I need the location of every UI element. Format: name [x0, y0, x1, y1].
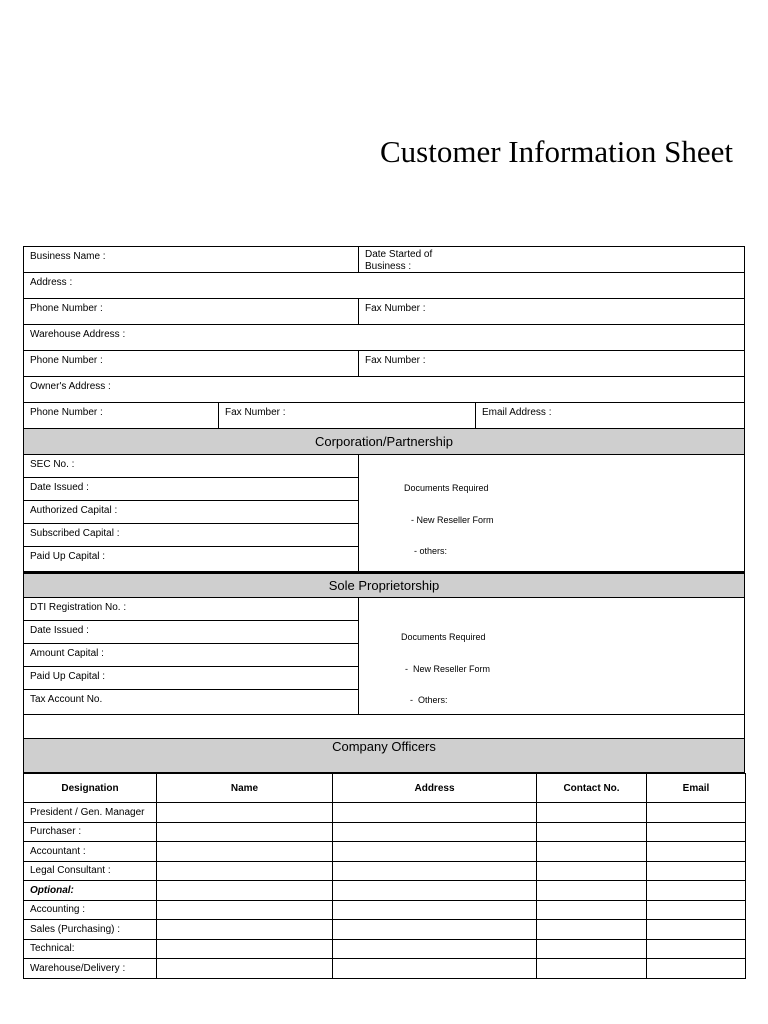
officers-header-row	[24, 774, 746, 803]
table-row	[24, 900, 746, 920]
business-row	[23, 246, 745, 273]
sole-documents	[401, 611, 490, 727]
table-row	[24, 842, 746, 862]
address-cell[interactable]	[333, 939, 537, 959]
sole-fields	[24, 598, 359, 714]
sole-date-issued-field[interactable]: Date Issued :	[24, 621, 358, 644]
business-name-field[interactable]: Business Name :	[30, 251, 106, 262]
email-cell[interactable]	[647, 861, 746, 881]
designation-cell: Accountant :	[24, 842, 157, 862]
customer-form	[23, 246, 745, 979]
contact-cell[interactable]	[537, 900, 647, 920]
address-field[interactable]: Address :	[30, 277, 73, 288]
address-cell[interactable]	[333, 959, 537, 979]
table-row	[24, 822, 746, 842]
table-row	[24, 959, 746, 979]
warehouse-row	[23, 325, 745, 351]
address-cell[interactable]	[333, 900, 537, 920]
date-started-field[interactable]	[358, 247, 744, 272]
name-cell[interactable]	[157, 881, 333, 901]
docs-item: - New Reseller Form	[411, 514, 494, 525]
corporation-documents	[404, 462, 494, 578]
docs-title: Documents Required	[401, 632, 486, 642]
subscribed-capital-field[interactable]: Subscribed Capital :	[24, 524, 358, 547]
name-cell[interactable]	[157, 939, 333, 959]
warehouse-phone-field[interactable]: Phone Number :	[30, 355, 103, 366]
sole-block	[23, 598, 745, 715]
contact-cell[interactable]	[537, 803, 647, 823]
address-cell[interactable]	[333, 881, 537, 901]
email-address-field[interactable]: Email Address :	[475, 403, 744, 428]
email-cell[interactable]	[647, 939, 746, 959]
owner-fax-field[interactable]: Fax Number :	[218, 403, 475, 428]
column-header: Name	[157, 774, 333, 803]
name-cell[interactable]	[157, 861, 333, 881]
phone-row-1	[23, 299, 745, 325]
table-row	[24, 881, 746, 901]
name-cell[interactable]	[157, 900, 333, 920]
email-cell[interactable]	[647, 881, 746, 901]
phone-row-2	[23, 351, 745, 377]
email-cell[interactable]	[647, 842, 746, 862]
designation-cell: Legal Consultant :	[24, 861, 157, 881]
officers-table	[23, 773, 746, 979]
designation-cell: Sales (Purchasing) :	[24, 920, 157, 940]
sole-proprietorship-heading: Sole Proprietorship	[23, 572, 745, 598]
docs-item: - New Reseller Form	[405, 663, 491, 674]
corporation-block	[23, 455, 745, 572]
contact-cell[interactable]	[537, 939, 647, 959]
name-cell[interactable]	[157, 822, 333, 842]
corp-paid-up-capital-field[interactable]: Paid Up Capital :	[30, 551, 106, 562]
address-cell[interactable]	[333, 803, 537, 823]
designation-cell: Purchaser :	[24, 822, 157, 842]
owner-phone-field[interactable]: Phone Number :	[30, 407, 103, 418]
column-header: Email	[647, 774, 746, 803]
email-cell[interactable]	[647, 900, 746, 920]
email-cell[interactable]	[647, 959, 746, 979]
contact-cell[interactable]	[537, 959, 647, 979]
designation-cell: Accounting :	[24, 900, 157, 920]
optional-label: Optional:	[24, 881, 157, 901]
blank-row	[23, 715, 745, 739]
contact-cell[interactable]	[537, 920, 647, 940]
contact-cell[interactable]	[537, 861, 647, 881]
amount-capital-field[interactable]: Amount Capital :	[24, 644, 358, 667]
table-row	[24, 803, 746, 823]
phone-number-field[interactable]: Phone Number :	[30, 303, 103, 314]
company-officers-heading: Company Officers	[23, 739, 745, 773]
authorized-capital-field[interactable]: Authorized Capital :	[24, 501, 358, 524]
column-header: Contact No.	[537, 774, 647, 803]
corporation-fields	[24, 455, 359, 571]
address-cell[interactable]	[333, 920, 537, 940]
address-row	[23, 273, 745, 299]
contact-cell[interactable]	[537, 842, 647, 862]
name-cell[interactable]	[157, 842, 333, 862]
docs-item: - Others:	[410, 695, 448, 705]
dti-registration-field[interactable]: DTI Registration No. :	[24, 598, 358, 621]
corporation-heading: Corporation/Partnership	[23, 429, 745, 455]
column-header: Address	[333, 774, 537, 803]
name-cell[interactable]	[157, 959, 333, 979]
name-cell[interactable]	[157, 803, 333, 823]
address-cell[interactable]	[333, 861, 537, 881]
fax-number-field[interactable]: Fax Number :	[358, 299, 744, 324]
phone-row-3	[23, 403, 745, 429]
date-started-label-1: Date Started of	[365, 249, 433, 260]
owners-address-field[interactable]: Owner's Address :	[30, 381, 111, 392]
name-cell[interactable]	[157, 920, 333, 940]
sec-no-field[interactable]: SEC No. :	[24, 455, 358, 478]
warehouse-address-field[interactable]: Warehouse Address :	[30, 329, 126, 340]
address-cell[interactable]	[333, 822, 537, 842]
designation-cell: Technical:	[24, 939, 157, 959]
page-title: Customer Information Sheet	[380, 134, 733, 169]
docs-item: - others:	[414, 546, 448, 556]
email-cell[interactable]	[647, 822, 746, 842]
column-header: Designation	[24, 774, 157, 803]
email-cell[interactable]	[647, 803, 746, 823]
contact-cell[interactable]	[537, 881, 647, 901]
designation-cell: Warehouse/Delivery :	[24, 959, 157, 979]
warehouse-fax-field[interactable]: Fax Number :	[358, 351, 744, 376]
owner-row	[23, 377, 745, 403]
corp-date-issued-field[interactable]: Date Issued :	[24, 478, 358, 501]
address-cell[interactable]	[333, 842, 537, 862]
table-row	[24, 920, 746, 940]
docs-title: Documents Required	[404, 483, 489, 493]
table-row	[24, 861, 746, 881]
email-cell[interactable]	[647, 920, 746, 940]
table-row	[24, 939, 746, 959]
tax-account-field[interactable]: Tax Account No.	[30, 694, 103, 705]
date-started-label-2: Business :	[365, 261, 412, 272]
sole-paid-up-capital-field[interactable]: Paid Up Capital :	[24, 667, 358, 690]
designation-cell: President / Gen. Manager	[24, 803, 157, 823]
contact-cell[interactable]	[537, 822, 647, 842]
